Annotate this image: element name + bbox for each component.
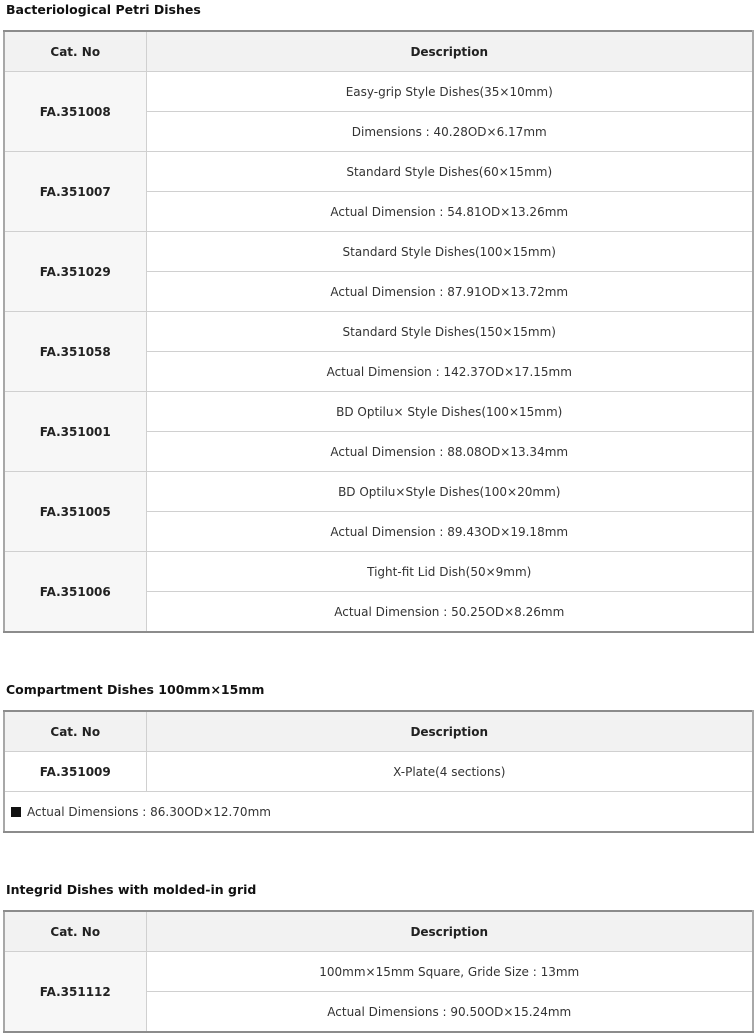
description-cell: Standard Style Dishes(100×15mm) <box>146 232 753 272</box>
table-row <box>4 472 753 512</box>
description-cell: BD Optilu× Style Dishes(100×15mm) <box>146 392 753 432</box>
section-title-bacteriological: Bacteriological Petri Dishes <box>6 2 201 17</box>
section-title-integrid: Integrid Dishes with molded-in grid <box>6 882 257 897</box>
table-header-row <box>4 31 753 72</box>
bacteriological-table <box>3 30 754 633</box>
note-cell <box>4 792 753 833</box>
table-row <box>4 752 753 792</box>
cat-no-cell: FA.351008 <box>4 72 146 152</box>
column-header-description: Description <box>146 31 753 72</box>
column-header-cat-no: Cat. No <box>4 711 146 752</box>
cat-no-cell: FA.351058 <box>4 312 146 392</box>
table-header-row <box>4 911 753 952</box>
square-bullet-icon <box>11 807 21 817</box>
table-row <box>4 232 753 272</box>
description-cell: Dimensions : 40.28OD×6.17mm <box>146 112 753 152</box>
description-cell: Actual Dimension : 88.08OD×13.34mm <box>146 432 753 472</box>
column-header-description: Description <box>146 911 753 952</box>
description-cell: Actual Dimension : 54.81OD×13.26mm <box>146 192 753 232</box>
cat-no-cell: FA.351005 <box>4 472 146 552</box>
description-cell: Standard Style Dishes(150×15mm) <box>146 312 753 352</box>
description-cell: BD Optilu×Style Dishes(100×20mm) <box>146 472 753 512</box>
column-header-cat-no: Cat. No <box>4 31 146 72</box>
description-cell: X-Plate(4 sections) <box>146 752 753 792</box>
table-header-row <box>4 711 753 752</box>
column-header-description: Description <box>146 711 753 752</box>
cat-no-cell: FA.351009 <box>4 752 146 792</box>
cat-no-cell: FA.351029 <box>4 232 146 312</box>
cat-no-cell: FA.351006 <box>4 552 146 633</box>
description-cell: Easy-grip Style Dishes(35×10mm) <box>146 72 753 112</box>
description-cell: Tight-fit Lid Dish(50×9mm) <box>146 552 753 592</box>
description-cell: Actual Dimension : 50.25OD×8.26mm <box>146 592 753 633</box>
table-row <box>4 152 753 192</box>
description-cell: Actual Dimensions : 90.50OD×15.24mm <box>146 992 753 1033</box>
table-row <box>4 552 753 592</box>
cat-no-cell: FA.351007 <box>4 152 146 232</box>
description-cell: Actual Dimension : 142.37OD×17.15mm <box>146 352 753 392</box>
integrid-table <box>3 910 754 1033</box>
note-row <box>4 792 753 833</box>
section-title-compartment: Compartment Dishes 100mm×15mm <box>6 682 265 697</box>
table-row <box>4 392 753 432</box>
description-cell: Standard Style Dishes(60×15mm) <box>146 152 753 192</box>
table-row <box>4 312 753 352</box>
description-cell: 100mm×15mm Square, Gride Size : 13mm <box>146 952 753 992</box>
cat-no-cell: FA.351001 <box>4 392 146 472</box>
column-header-cat-no: Cat. No <box>4 911 146 952</box>
description-cell: Actual Dimension : 87.91OD×13.72mm <box>146 272 753 312</box>
table-row <box>4 72 753 112</box>
note-text: Actual Dimensions : 86.30OD×12.70mm <box>27 804 271 819</box>
table-row <box>4 952 753 992</box>
cat-no-cell: FA.351112 <box>4 952 146 1033</box>
compartment-table <box>3 710 754 833</box>
description-cell: Actual Dimension : 89.43OD×19.18mm <box>146 512 753 552</box>
